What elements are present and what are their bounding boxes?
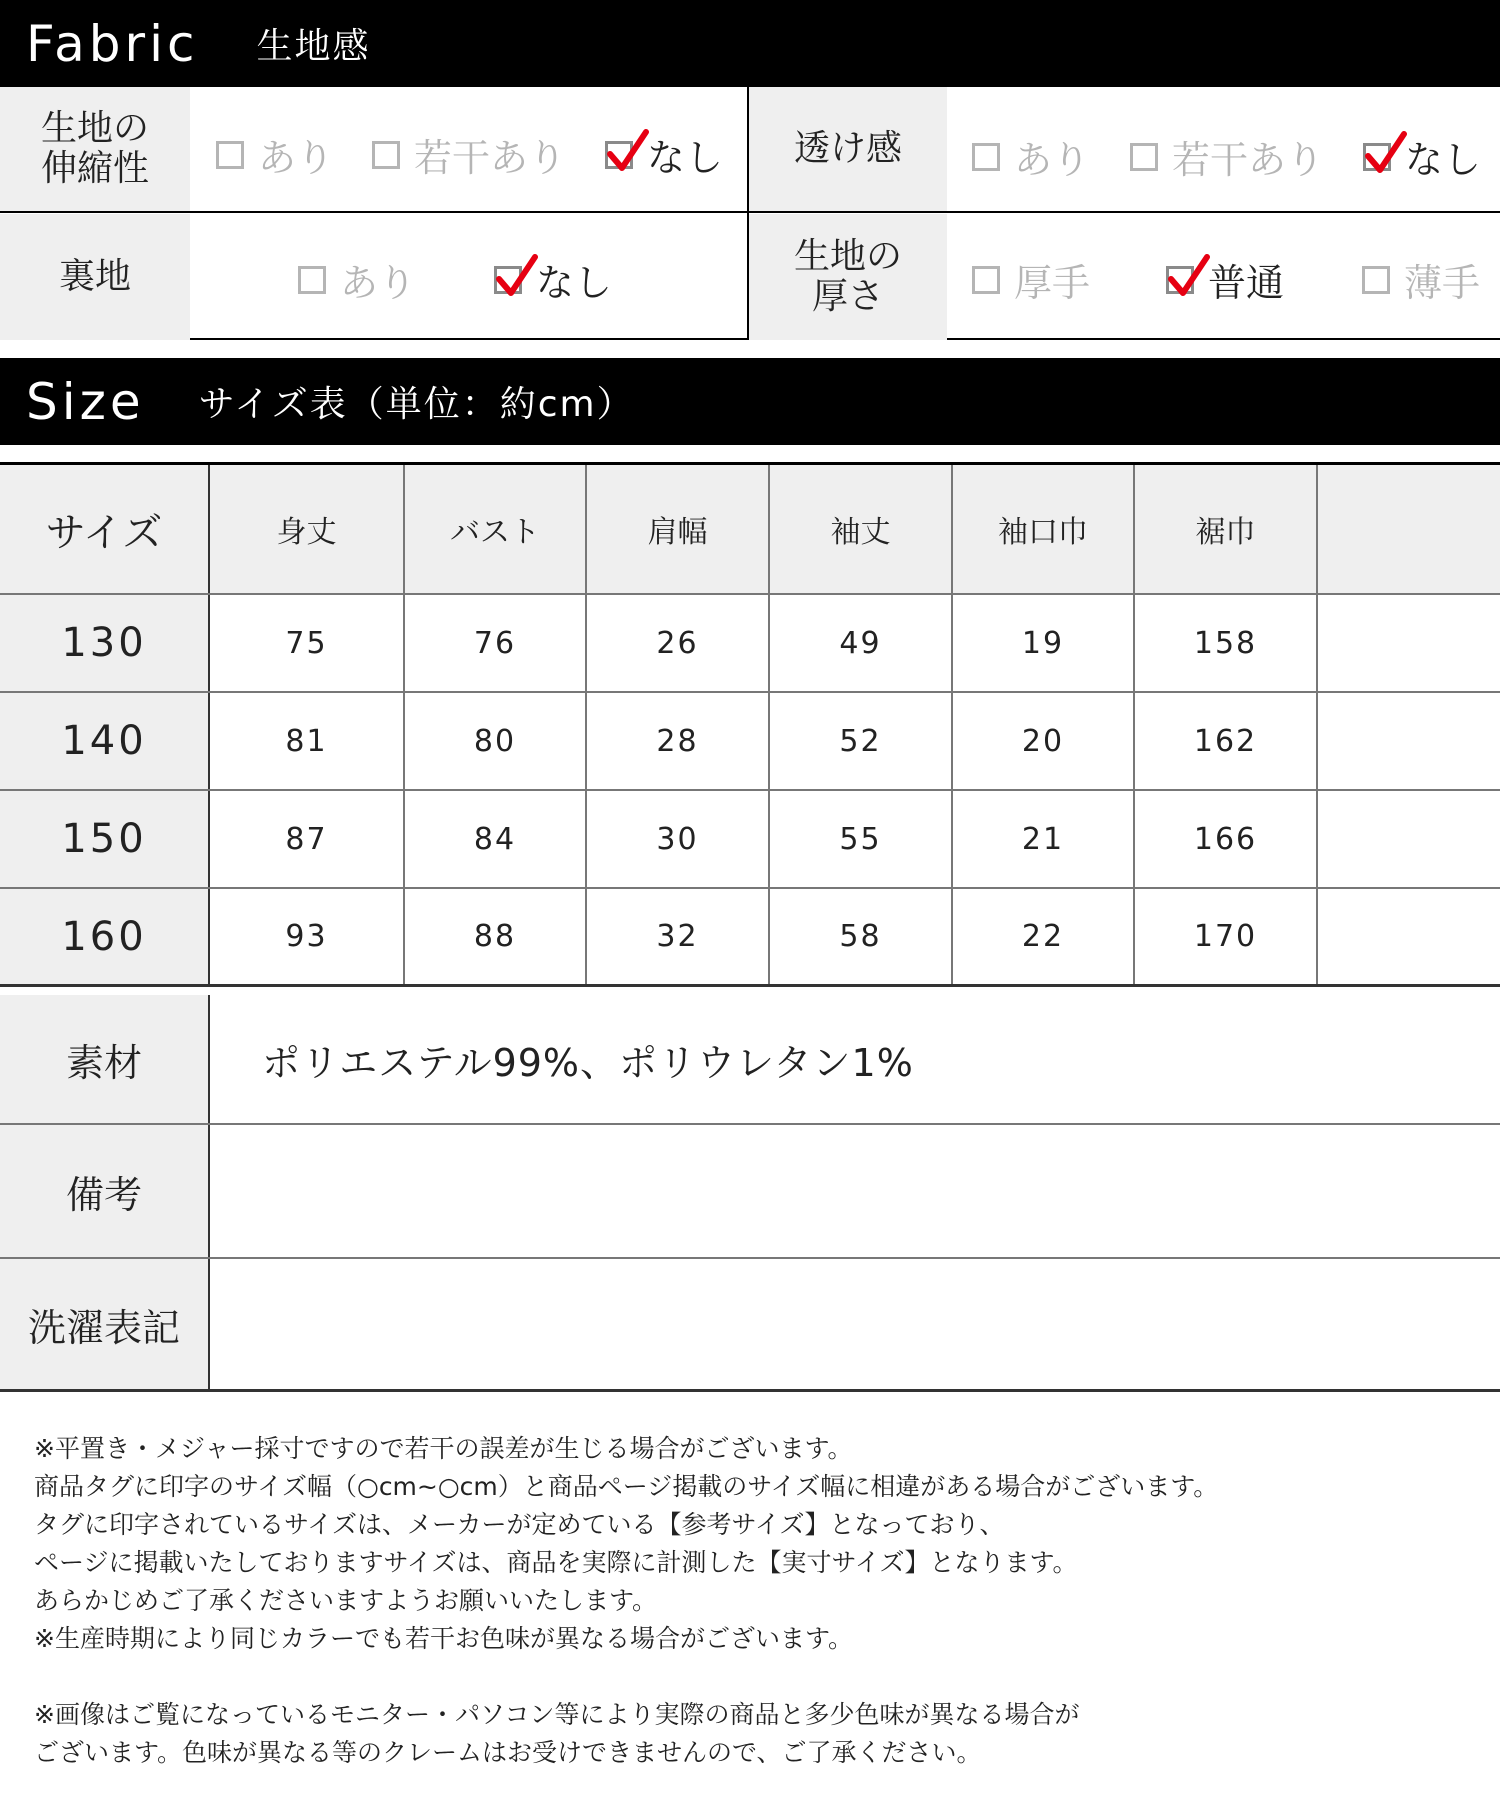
fabric-row-1 — [0, 87, 1500, 213]
col-header-shoulder: 肩幅 — [587, 465, 770, 593]
thickness-option-atsude[interactable] — [972, 252, 1090, 307]
note-line: ページに掲載いたしておりますサイズは、商品を実際に計測した【実寸サイズ】となります。 — [34, 1548, 1078, 1577]
note-line — [34, 1658, 1474, 1696]
option-label: 若干あり — [414, 136, 567, 180]
size-table — [0, 462, 1500, 987]
size-cell: 140 — [0, 693, 210, 789]
col-header-size: サイズ — [0, 465, 210, 593]
table-cell: 162 — [1135, 693, 1318, 789]
sheer-option-nashi[interactable] — [1363, 129, 1481, 184]
table-cell: 49 — [770, 595, 953, 691]
checkbox-icon — [216, 141, 244, 169]
table-cell: 30 — [587, 791, 770, 887]
thickness-label-line1: 生地の — [793, 236, 902, 277]
lining-option-nashi[interactable] — [494, 252, 612, 307]
option-label: なし — [1405, 138, 1482, 182]
table-row — [0, 693, 1500, 791]
option-label: 厚手 — [1014, 261, 1091, 305]
sheer-label-text: 透け感 — [793, 128, 902, 169]
size-cell: 160 — [0, 889, 210, 984]
note-line: ございます。色味が異なる等のクレームはお受けできませんので、ご了承ください。 — [34, 1738, 982, 1767]
checkbox-icon — [298, 266, 326, 294]
option-label: 普通 — [1208, 261, 1285, 305]
table-cell — [1318, 595, 1500, 691]
checkbox-icon — [1362, 266, 1390, 294]
stretch-option-nashi[interactable] — [605, 127, 723, 182]
note-line: ※画像はご覧になっているモニター・パソコン等により実際の商品と多少色味が異なる場合が — [34, 1700, 1080, 1729]
table-cell: 75 — [210, 595, 405, 691]
option-label: なし — [647, 136, 724, 180]
table-cell: 32 — [587, 889, 770, 984]
checkbox-icon — [372, 141, 400, 169]
table-cell: 88 — [405, 889, 587, 984]
table-cell: 170 — [1135, 889, 1318, 984]
checkbox-checked-icon — [1363, 143, 1391, 171]
check-mark-icon — [1364, 130, 1408, 176]
col-header-cuff: 袖口巾 — [953, 465, 1135, 593]
fabric-vertical-divider — [747, 87, 749, 340]
sheer-label — [749, 87, 947, 211]
material-label: 素材 — [0, 995, 210, 1123]
stretch-label — [0, 87, 190, 211]
checkbox-checked-icon — [494, 266, 522, 294]
care-row — [0, 1259, 1500, 1392]
checkbox-checked-icon — [605, 141, 633, 169]
size-title-ja: サイズ表（単位：約cm） — [198, 384, 635, 425]
sheer-option-jakkan[interactable] — [1130, 129, 1324, 184]
table-cell: 158 — [1135, 595, 1318, 691]
table-cell: 58 — [770, 889, 953, 984]
table-cell: 21 — [953, 791, 1135, 887]
col-header-empty — [1318, 465, 1500, 593]
table-cell: 80 — [405, 693, 587, 789]
stretch-label-line2: 伸縮性 — [40, 148, 149, 189]
table-cell: 28 — [587, 693, 770, 789]
fabric-row-2 — [0, 214, 1500, 340]
size-cell: 150 — [0, 791, 210, 887]
col-header-hem: 裾巾 — [1135, 465, 1318, 593]
check-mark-icon — [495, 253, 539, 299]
note-line: あらかじめご了承くださいますようお願いいたします。 — [34, 1586, 658, 1615]
sheer-option-ari[interactable] — [972, 129, 1090, 184]
option-label: 若干あり — [1172, 138, 1325, 182]
table-cell: 26 — [587, 595, 770, 691]
checkbox-icon — [972, 143, 1000, 171]
table-cell: 81 — [210, 693, 405, 789]
thickness-label — [749, 214, 947, 340]
check-mark-icon — [606, 128, 650, 174]
table-cell: 19 — [953, 595, 1135, 691]
table-cell — [1318, 791, 1500, 887]
checkbox-checked-icon — [1166, 266, 1194, 294]
fabric-title-en: Fabric — [26, 14, 199, 73]
table-cell: 87 — [210, 791, 405, 887]
fabric-grid — [0, 87, 1500, 340]
table-cell: 93 — [210, 889, 405, 984]
table-row — [0, 791, 1500, 889]
table-row — [0, 889, 1500, 987]
stretch-option-ari[interactable] — [216, 127, 334, 182]
thickness-option-usude[interactable] — [1362, 252, 1480, 307]
table-cell: 20 — [953, 693, 1135, 789]
col-header-bust: バスト — [405, 465, 587, 593]
table-cell: 84 — [405, 791, 587, 887]
notes-block — [34, 1430, 1474, 1772]
table-row — [0, 595, 1500, 693]
option-label: あり — [1014, 138, 1091, 182]
fabric-header-bar — [0, 0, 1500, 87]
option-label: あり — [340, 261, 417, 305]
lining-label-text: 裏地 — [58, 256, 131, 297]
col-header-length: 身丈 — [210, 465, 405, 593]
table-cell: 22 — [953, 889, 1135, 984]
material-row — [0, 995, 1500, 1125]
lining-label — [0, 214, 190, 340]
option-label: なし — [536, 261, 613, 305]
size-cell: 130 — [0, 595, 210, 691]
table-cell — [1318, 693, 1500, 789]
remarks-row — [0, 1125, 1500, 1259]
option-label: あり — [258, 136, 335, 180]
lining-option-ari[interactable] — [298, 252, 416, 307]
material-value: ポリエステル99%、ポリウレタン1% — [262, 1040, 914, 1085]
table-cell — [1318, 889, 1500, 984]
stretch-label-line1: 生地の — [40, 108, 149, 149]
check-mark-icon — [1167, 253, 1211, 299]
thickness-option-futsu[interactable] — [1166, 252, 1284, 307]
care-label: 洗濯表記 — [0, 1259, 210, 1389]
note-line: ※平置き・メジャー採寸ですので若干の誤差が生じる場合がございます。 — [34, 1434, 853, 1463]
note-line: タグに印字されているサイズは、メーカーが定めている【参考サイズ】となっており、 — [34, 1510, 1005, 1539]
size-header-bar — [0, 358, 1500, 445]
thickness-label-line2: 厚さ — [811, 276, 884, 317]
table-cell: 52 — [770, 693, 953, 789]
size-title-en: Size — [26, 372, 145, 431]
size-table-header — [0, 465, 1500, 595]
note-line: ※生産時期により同じカラーでも若干お色味が異なる場合がございます。 — [34, 1624, 853, 1653]
fabric-title-ja: 生地感 — [256, 26, 371, 67]
table-cell: 166 — [1135, 791, 1318, 887]
checkbox-icon — [1130, 143, 1158, 171]
table-cell: 55 — [770, 791, 953, 887]
remarks-label: 備考 — [0, 1125, 210, 1257]
checkbox-icon — [972, 266, 1000, 294]
note-line: 商品タグに印字のサイズ幅（○cm~○cm）と商品ページ掲載のサイズ幅に相違がある場合がございます。 — [34, 1472, 1219, 1501]
stretch-option-jakkan[interactable] — [372, 127, 566, 182]
option-label: 薄手 — [1404, 261, 1481, 305]
col-header-sleeve: 袖丈 — [770, 465, 953, 593]
table-cell: 76 — [405, 595, 587, 691]
